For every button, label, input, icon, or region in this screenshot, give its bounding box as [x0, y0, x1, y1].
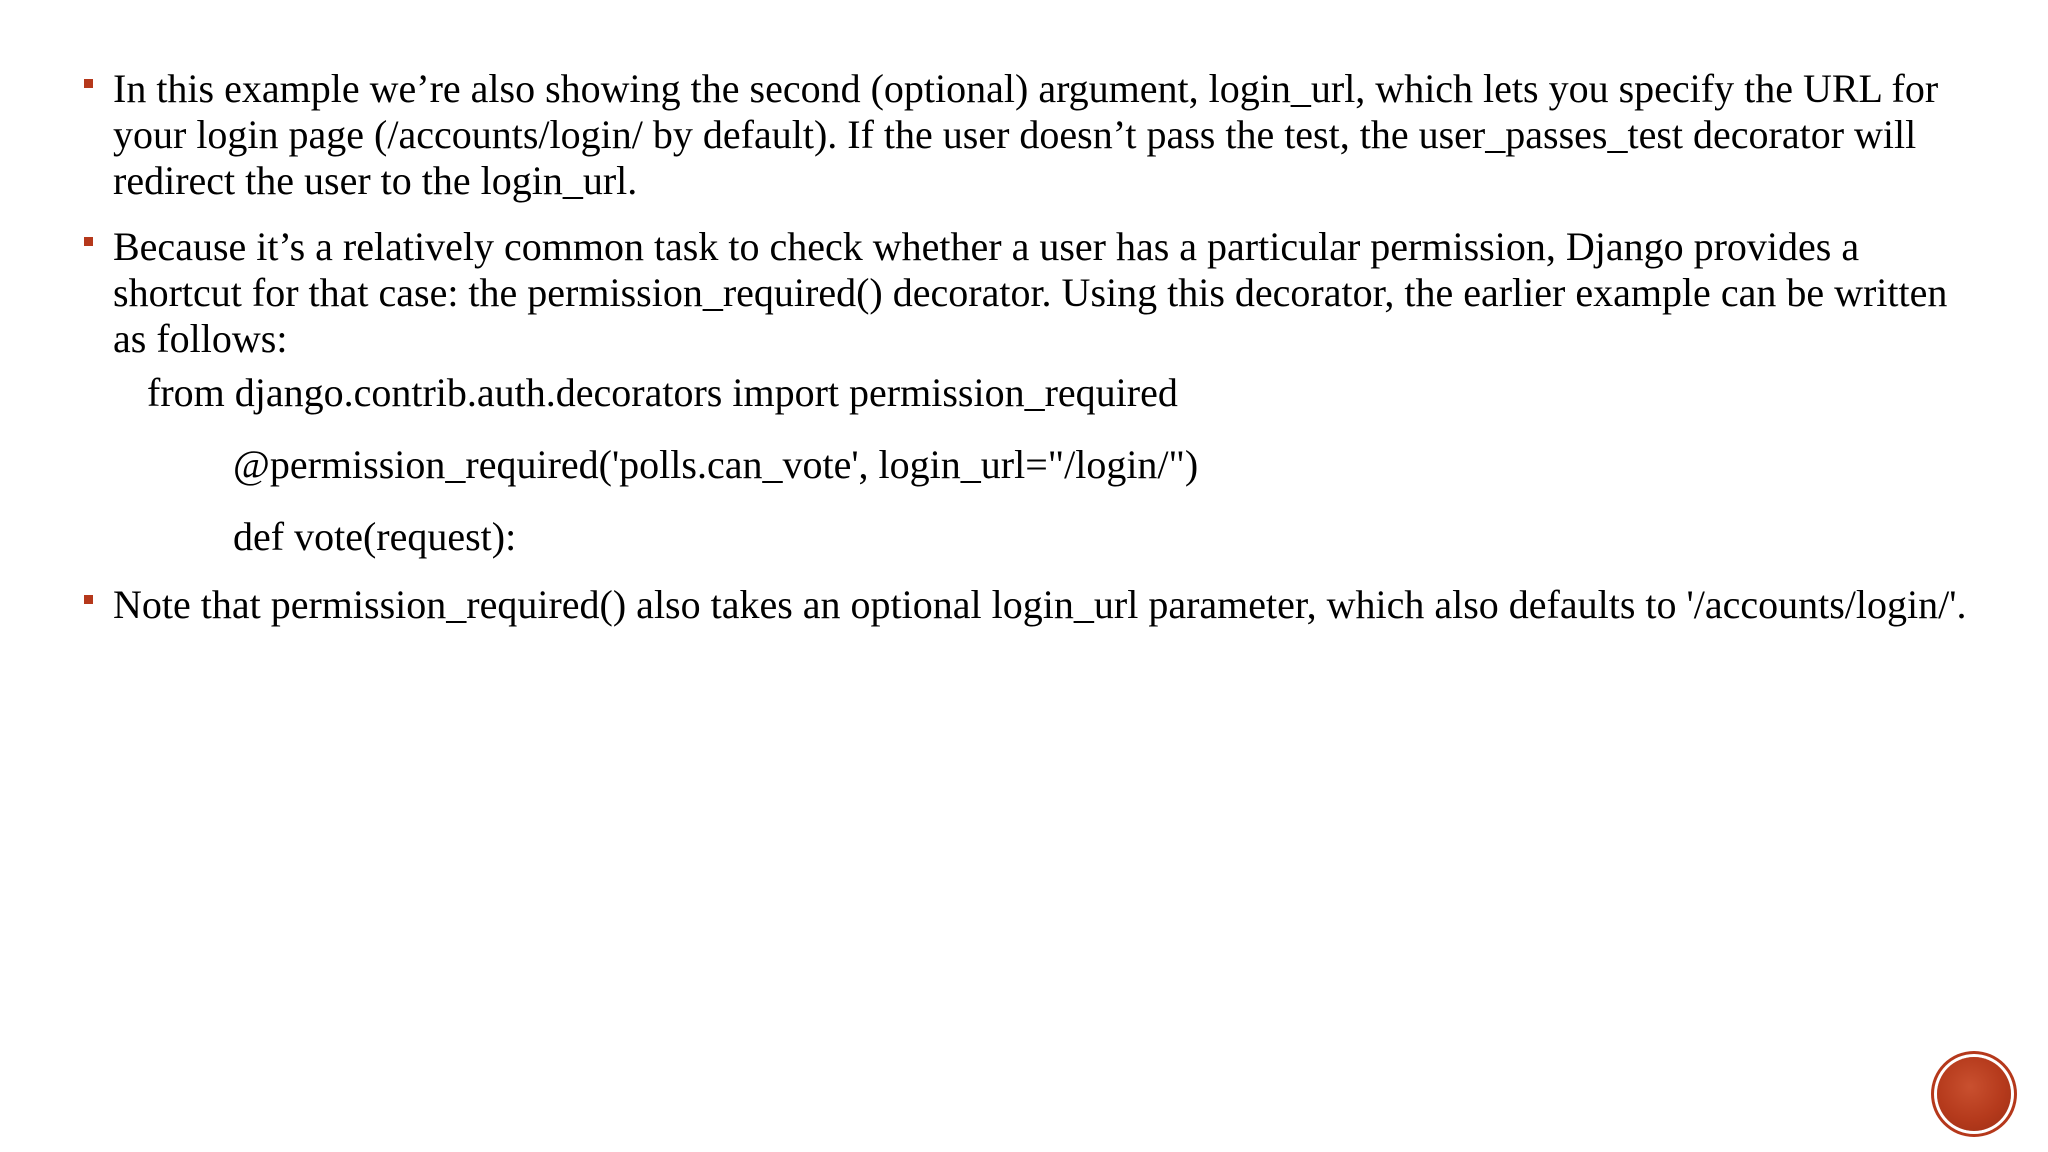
bullet-item-login-url — [84, 66, 1984, 204]
square-bullet-icon — [84, 79, 93, 88]
bullet-item-permission-required — [84, 224, 1984, 362]
bullet-text: Note that permission_required() also takes an optional login_url parameter, which also defaults to '/accounts/login/'. — [113, 582, 1967, 627]
bullet-text: In this example we’re also showing the second (optional) argument, login_url, which lets you specify the URL for your login page (/accounts/login/ by default). If the user doesn’t pass the test, the user_passes_test decorator will redirect the user to the login_url. — [113, 66, 1939, 203]
code-import-line: from django.contrib.auth.decorators import permission_required — [147, 370, 1178, 415]
bullet-text: Because it’s a relatively common task to check whether a user has a particular permission, Django provides a shortcut for that case: the permission_required() decorator. Using this decorator, the earlier example can be written as follows: — [113, 224, 1948, 361]
code-decorator-line: @permission_required('polls.can_vote', login_url="/login/") — [233, 442, 1199, 487]
square-bullet-icon — [84, 237, 93, 246]
code-def-line: def vote(request): — [233, 514, 517, 559]
square-bullet-icon — [84, 595, 93, 604]
slide-badge-icon — [1937, 1057, 2011, 1131]
code-example — [84, 370, 1984, 560]
bullet-item-note — [84, 582, 1984, 628]
slide-body — [84, 66, 1984, 648]
